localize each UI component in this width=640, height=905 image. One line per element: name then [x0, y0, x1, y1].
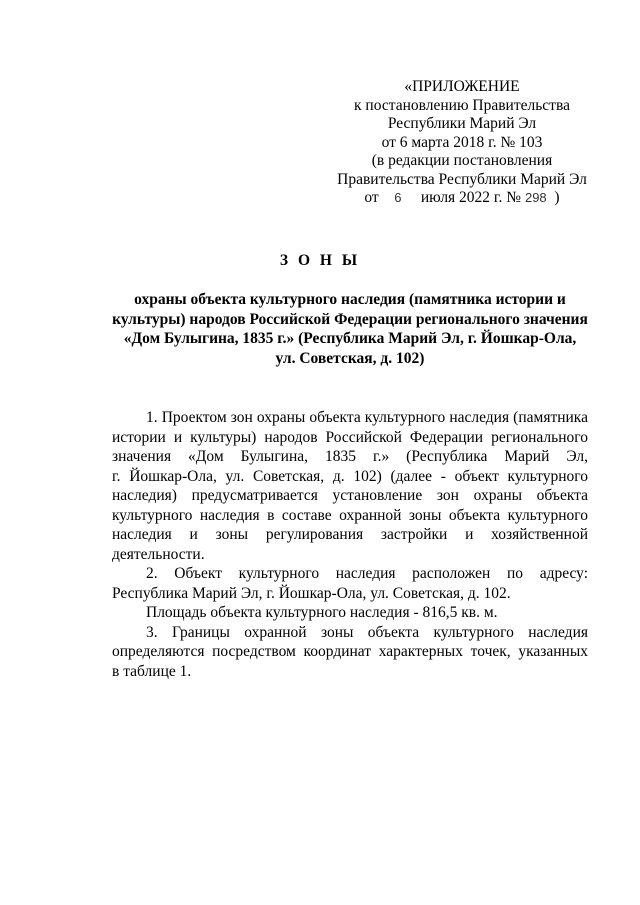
paragraph-line: наследия и зоны регулирования застройки и хозяйственной	[112, 526, 588, 543]
subtitle-line: «Дом Булыгина, 1835 г.» (Республика Марий Эл, г. Йошкар-Ола,	[123, 330, 577, 347]
paragraph-line: 3. Границы охранной зоны объекта культурного наследия	[146, 623, 588, 641]
handwritten-number: 298	[524, 190, 547, 205]
paragraph-line: определяются посредством координат характерных точек, указанных	[112, 643, 588, 660]
paragraph-line: культурного наследия в составе охранной зоны объекта культурного	[112, 506, 588, 524]
document-title: З О Н Ы	[279, 252, 361, 269]
appendix-line: от 6 марта 2018 г. № 103	[381, 133, 543, 151]
paragraph-line: г. Йошкар-Ола, ул. Советская, д. 102) (далее - объект культурного	[112, 467, 588, 485]
date-middle: июля 2022 г. №	[420, 189, 522, 206]
appendix-line: (в редакции постановления	[371, 152, 553, 169]
paragraph-line: 2. Объект культурного наследия расположен по адресу:	[146, 565, 588, 582]
paragraph-line: наследия) предусматривается установление зон охраны объекта	[112, 487, 588, 504]
document-subtitle	[112, 290, 588, 368]
handwritten-day: 6	[394, 190, 402, 205]
appendix-line: Республики Марий Эл	[387, 115, 537, 132]
appendix-line: Правительства Республики Марий Эл	[337, 170, 587, 188]
paragraph-line: значения «Дом Булыгина, 1835 г.» (Республика Марий Эл,	[112, 448, 588, 465]
subtitle-line: культуры) народов Российской Федерации регионального значения	[112, 310, 588, 328]
document-body	[112, 408, 588, 681]
subtitle-line: ул. Советская, д. 102)	[275, 349, 425, 367]
date-prefix: от	[364, 189, 379, 206]
paragraph-line: деятельности.	[112, 545, 205, 563]
appendix-header	[318, 78, 606, 208]
appendix-line: «ПРИЛОЖЕНИЕ	[404, 78, 520, 95]
paragraph-line: Площадь объекта культурного наследия - 816,5 кв. м.	[146, 604, 498, 621]
appendix-date-line	[318, 189, 606, 208]
appendix-line: к постановлению Правительства	[354, 96, 570, 114]
paragraph-line: 1. Проектом зон охраны объекта культурного наследия (памятника	[146, 409, 588, 426]
date-suffix: )	[554, 189, 560, 206]
paragraph-line: Республика Марий Эл, г. Йошкар-Ола, ул. Советская, д. 102.	[112, 584, 511, 602]
subtitle-line: охраны объекта культурного наследия (памятника истории и	[134, 291, 566, 308]
paragraph-line: в таблице 1.	[112, 662, 192, 680]
paragraph-line: истории и культуры) народов Российской Федерации регионального	[112, 428, 588, 446]
